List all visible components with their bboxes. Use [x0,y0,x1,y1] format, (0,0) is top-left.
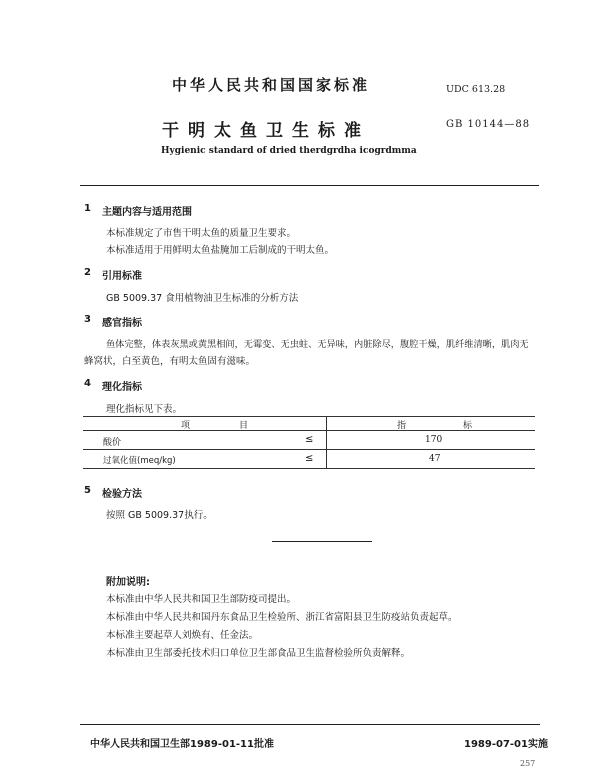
section-3-number: 3 [84,314,91,325]
header-divider [80,185,539,186]
table-bottom-rule [83,468,535,469]
section-3-title: 感官指标 [102,318,142,329]
section-4-line-1: 理化指标见下表。 [106,404,183,415]
section-2-number: 2 [84,267,91,278]
section-5-title: 检验方法 [102,489,142,500]
section-4-number: 4 [84,378,91,389]
notes-line-4: 本标准由卫生部委托技术归口单位卫生部食品卫生监督检验所负责解释。 [106,648,411,659]
notes-title: 附加说明: [106,577,150,588]
table-row-1-operator: ≤ [305,434,314,445]
table-row-2-value: 47 [429,454,441,464]
table-row-2-operator: ≤ [305,453,314,464]
section-1-line-2: 本标准适用于用鲜明太鱼盐腌加工后制成的干明太鱼。 [106,245,335,256]
approval-date: 中华人民共和国卫生部1989-01-11批准 [90,739,274,750]
table-header-item-2: 目 [239,421,249,431]
notes-line-1: 本标准由中华人民共和国卫生部防疫司提出。 [106,594,297,605]
english-title: Hygienic standard of dried therdgrdha icogrdmma [161,146,417,156]
issuing-authority: 中华人民共和国国家标准 [172,76,371,94]
table-header-item-1: 项 [181,421,191,431]
section-2-title: 引用标准 [102,271,142,282]
table-row-1-value: 170 [425,435,443,445]
page-number: 257 [520,759,536,768]
standard-number: GB 10144—88 [446,119,531,130]
section-1-number: 1 [84,203,91,214]
document-title: 干明太鱼卫生标准 [162,121,370,141]
section-3-line-1: 鱼体完整，体表灰黑或黄黑相间，无霉变、无虫蛀、无异味，内脏除尽，腹腔干燥，肌纤维清晰，肌肉无 [106,339,529,350]
section-3-line-2: 蜂窝状，白至黄色，有明太鱼固有滋味。 [84,356,256,367]
section-1-line-1: 本标准规定了市售干明太鱼的质量卫生要求。 [106,228,297,239]
section-5-line-1: 按照 GB 5009.37执行。 [106,510,213,521]
section-end-rule [272,541,372,542]
section-5-number: 5 [84,485,91,496]
notes-line-2: 本标准由中华人民共和国丹东食品卫生检验所、浙江省富阳县卫生防疫站负责起草。 [106,612,458,623]
table-row-2-item: 过氧化值(meq/kg) [103,456,176,466]
udc-code: UDC 613.28 [446,84,506,95]
table-column-divider [326,416,327,468]
table-top-rule [83,416,535,417]
notes-line-3: 本标准主要起草人刘焕有、任金法。 [106,630,259,641]
section-2-line-1: GB 5009.37 食用植物油卫生标准的分析方法 [106,293,299,304]
section-1-title: 主题内容与适用范围 [102,207,192,218]
implementation-date: 1989-07-01实施 [464,739,548,750]
table-row-1-item: 酸价 [103,438,122,448]
table-header-value-2: 标 [463,421,473,431]
table-header-value-1: 指 [397,421,407,431]
section-4-title: 理化指标 [102,382,142,393]
footer-divider [80,724,540,725]
table-row-rule [83,449,535,450]
